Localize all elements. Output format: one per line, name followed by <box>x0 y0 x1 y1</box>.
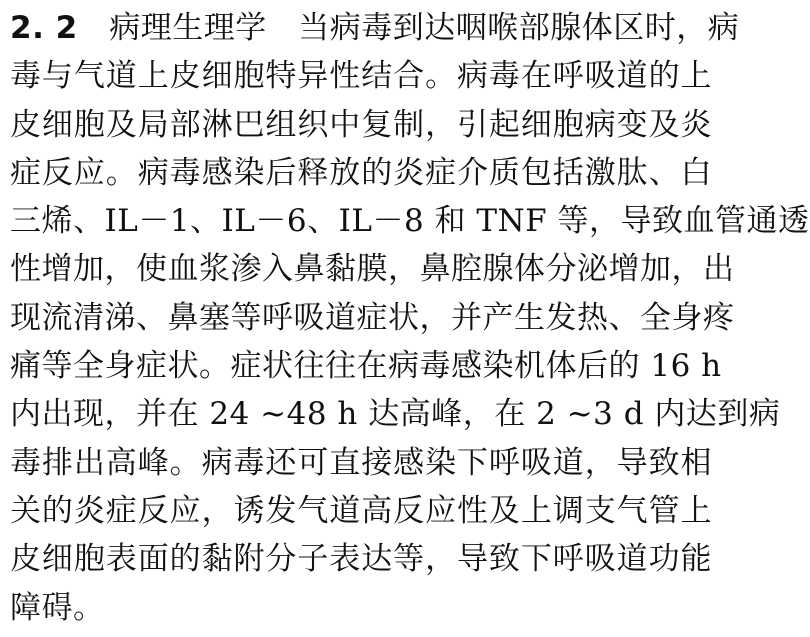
paragraph-line: 皮细胞表面的黏附分子表达等，导致下呼吸道功能 <box>10 541 712 578</box>
paragraph-line: 现流清涕、鼻塞等呼吸道症状，并产生发热、全身疼 <box>10 299 735 336</box>
paragraph-line: 毒与气道上皮细胞特异性结合。病毒在呼吸道的上 <box>10 58 712 95</box>
paragraph-line: 三烯、IL－1、IL－6、IL－8 和 TNF 等，导致血管通透 <box>10 203 810 240</box>
paragraph-line: 毒排出高峰。病毒还可直接感染下呼吸道，导致相 <box>10 444 712 481</box>
paragraph-line: 关的炎症反应，诱发气道高反应性及上调支气管上 <box>10 492 712 529</box>
paragraph-line: 当病毒到达咽喉部腺体区时，病 <box>298 10 740 46</box>
document-page <box>10 4 810 632</box>
section-number: 2. 2 <box>10 10 78 46</box>
section-title: 病理生理学 <box>109 10 267 46</box>
paragraph-line: 性增加，使血浆渗入鼻黏膜，鼻腔腺体分泌增加，出 <box>10 251 735 288</box>
paragraph-line: 症反应。病毒感染后释放的炎症介质包括激肽、白 <box>10 154 712 191</box>
paragraph-line: 内出现，并在 24 ~48 h 达高峰，在 2 ~3 d 内达到病 <box>10 396 781 433</box>
paragraph-line: 痛等全身症状。症状往往在病毒感染机体后的 16 h <box>10 348 722 385</box>
section-heading-line <box>10 4 740 52</box>
paragraph-line: 皮细胞及局部淋巴组织中复制，引起细胞病变及炎 <box>10 106 712 143</box>
paragraph-line: 障碍。 <box>10 589 105 626</box>
